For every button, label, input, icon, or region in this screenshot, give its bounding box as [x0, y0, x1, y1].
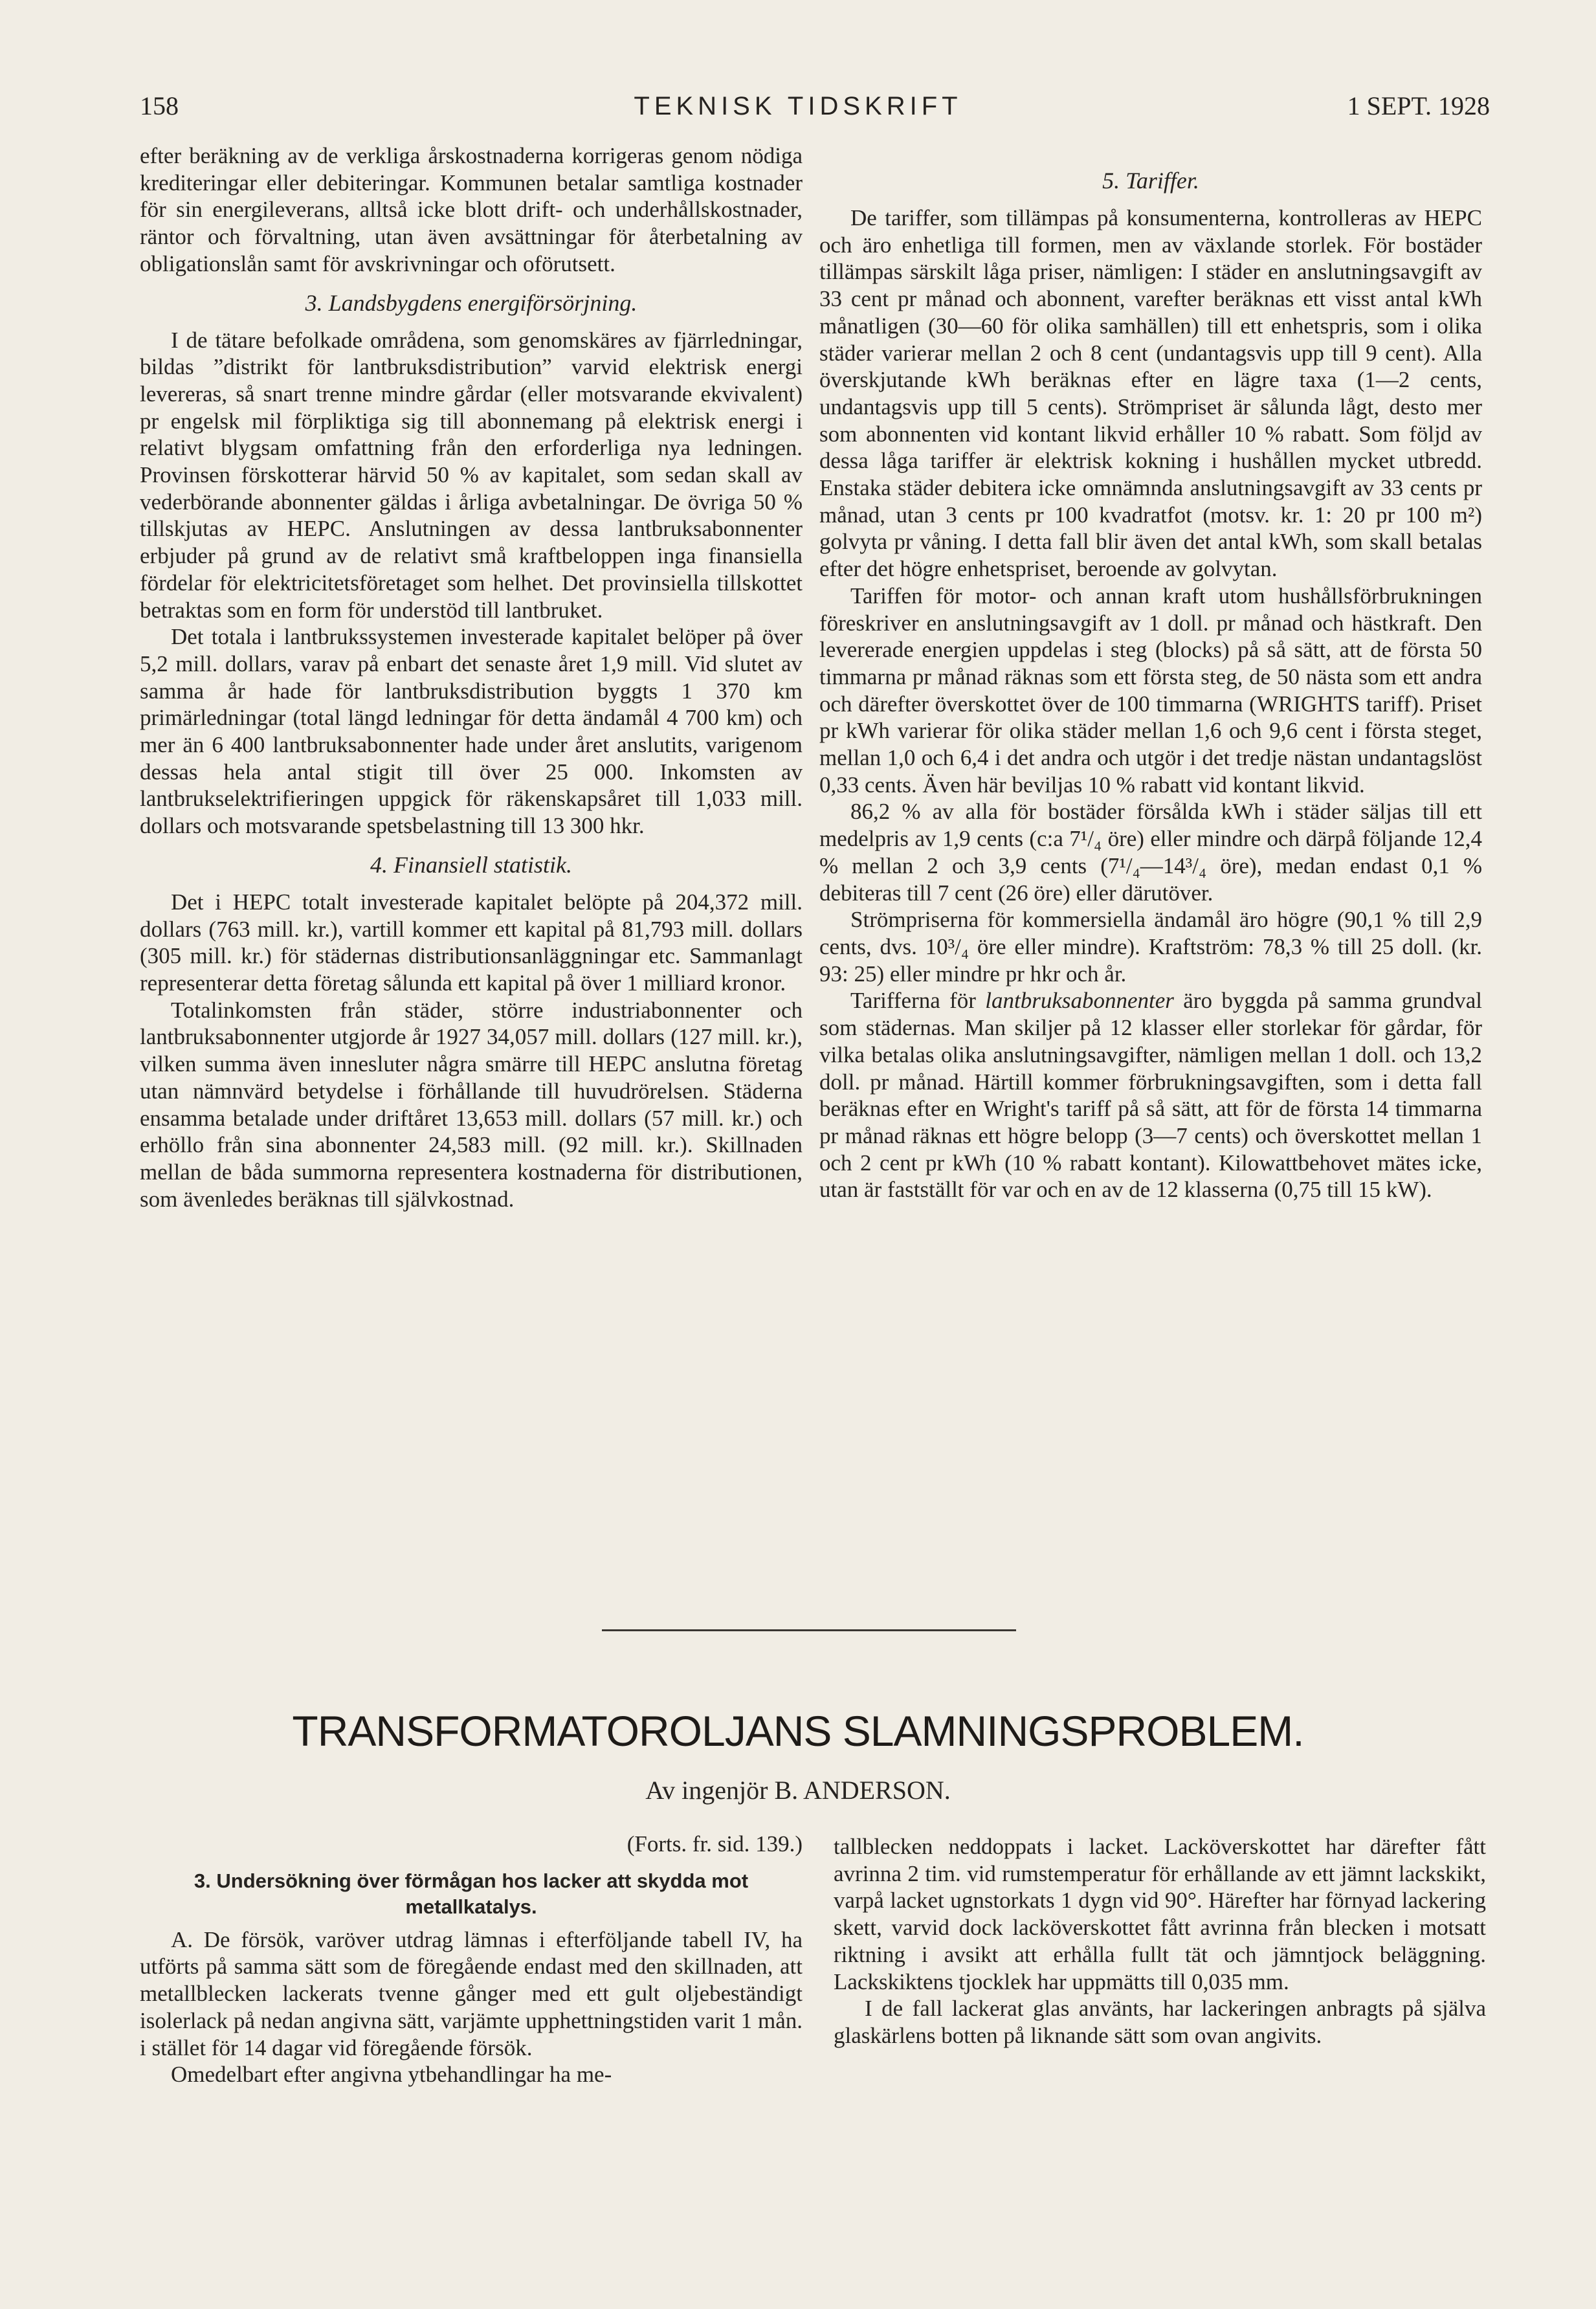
right-column — [819, 167, 1482, 1203]
text-run: Tarifferna för — [850, 988, 986, 1014]
subsection-heading: 3. Undersökning över förmågan hos lacker att skydda mot metallkatalys. — [194, 1869, 749, 1918]
section-heading: 3. Landsbygdens energiförsörjning. — [305, 289, 637, 316]
paragraph: I de fall lackerat glas använts, har lackeringen anbragts på själva glaskärlens botten på liknande sätt som ovan angivits. — [834, 1996, 1486, 2048]
article-right-column — [834, 1833, 1486, 2049]
article-title: TRANSFORMATOROLJANS SLAMNINGSPROBLEM. — [292, 1707, 1304, 1755]
paragraph: 86,2 % av alla för bostäder försålda kWh i städer säljas till ett medelpris av 1,9 cents (c:a 7¹/₄ öre) eller mindre och därpå följande 12,4 % mellan 2 och 3,9 cents (7¹/₄—14³/₄ öre), medan endast 0,1 % debiteras till 7 cent (26 öre) eller därutöver. — [819, 799, 1482, 906]
article-byline: Av ingenjör B. ANDERSON. — [645, 1776, 951, 1805]
paragraph: tallblecken neddoppats i lacket. Lacköverskottet har därefter fått avrinna 2 tim. vid rumstemperatur för erhållande av ett jämnt lackskikt, varpå lacket ugnstorkats 1 dygn vid 90°. Härefter har förnyad lackering skett, varvid dock lacköverskottet fått avrinna från blecken i motsatt riktning i avsikt att erhålla fullt tät och jämntjock beläggning. Lackskiktens tjocklek har uppmätts till 0,035 mm. — [834, 1834, 1486, 1994]
paragraph: efter beräkning av de verkliga årskostnaderna korrigeras genom nödiga krediteringar eller debiteringar. Kommunen betalar samtliga kostnader för sin energileverans, alltså icke blott drift- och underhållskostnader, räntor och förvaltning, utan även avsättningar för återbetalning av obligationslån samt för avskrivningar och oförutsett. — [140, 143, 803, 276]
left-column — [140, 142, 803, 1212]
page-number: 158 — [140, 91, 179, 120]
paragraph: Omedelbart efter angivna ytbehandlingar ha me- — [171, 2062, 612, 2088]
paragraph: I de tätare befolkade områdena, som genomskäres av fjärrledningar, bildas ”distrikt för lantbruksdistribution” varvid elektrisk energi levereras, så snart trenne mindre gårdar (eller motsvarande ekvivalent) pr engelsk mil förpliktiga sig till abonnemang på elektrisk energi i relativt blygsam omfattning från den erforderliga nya ledningen. Provinsen förskotterar härvid 50 % av kapitalet, som sedan skall av vederbörande abonnenter gäldas i årliga avbetalningar. De övriga 50 % tillskjutas av HEPC. Anslutningen av dessa lantbruksabonnenter erbjuder på grund av de relativt små kraftbeloppen inga finansiella fördelar för elektricitetsföretaget som helhet. Det provinsiella tillskottet betraktas som en form för understöd till lantbruket. — [140, 327, 803, 623]
paragraph — [819, 987, 1482, 1203]
continued-note: (Forts. fr. sid. 139.) — [626, 1831, 803, 1857]
paragraph: Strömpriserna för kommersiella ändamål äro högre (90,1 % till 2,9 cents, dvs. 10³/₄ öre eller mindre). Kraftström: 78,3 % till 25 doll. (kr. 93: 25) eller mindre pr hkr och år. — [819, 907, 1482, 987]
paragraph: Det i HEPC totalt investerade kapitalet belöpte på 204,372 mill. dollars (763 mill. kr.), vartill kommer ett kapital på 81,793 mill. dollars (305 mill. kr.) för städernas distributionsanläggningar etc. Sammanlagt representerar detta företag sålunda ett kapital på över 1 milliard kronor. — [140, 889, 803, 996]
paragraph: A. De försök, varöver utdrag lämnas i efterföljande tabell IV, ha utförts på samma sätt som de föregående endast med den skillnaden, att metallblecken lackerats tvenne gånger med ett gult oljebeständigt isolerlack på nedan angivna sätt, varjämte upphettningstiden varit 1 mån. i stället för 14 dagar vid föregående försök. — [140, 1926, 803, 2060]
issue-date: 1 SEPT. 1928 — [1347, 91, 1490, 120]
text-run: äro byggda på samma grundval som städernas. Man skiljer på 12 klasser eller storlekar för gårdar, för vilka betalas olika anslutningsavgifter, nämligen mellan 1 doll. och 13,2 doll. pr månad. Härtill kommer förbrukningsavgiften, som i detta fall beräknas efter en Wright's tariff på så sätt, att för de första 14 timmarna pr månad räknas ett högre belopp (3—7 cents) och överskottet mellan 1 och 2 cent pr kWh (10 % rabatt kontant). Kilowattbehovet mätes icke, utan är fastställt för var och en av de 12 klasserna (0,75 till 15 kW). — [819, 988, 1482, 1203]
section-heading: 4. Finansiell statistik. — [370, 851, 572, 878]
paragraph: Totalinkomsten från städer, större industriabonnenter och lantbruksabonnenter utgjorde år 1927 34,057 mill. dollars (127 mill. kr.), vilken summa även innesluter några smärre till HEPC anslutna företag utan nämnvärd betydelse i förhållande till huvudrörelsen. Städerna ensamma betalade under driftåret 13,653 mill. dollars (57 mill. kr.) och erhöllo från sina abonnenter 24,583 mill. (92 mill. kr.). Skillnaden mellan de båda summorna representera kostnaderna för distributionen, som ävenledes beräknas till självkostnad. — [140, 997, 803, 1212]
paragraph: De tariffer, som tillämpas på konsumenterna, kontrolleras av HEPC och äro enhetliga till formen, men av växlande storlek. För bostäder tillämpas särskilt låga priser, nämligen: I städer en anslutningsavgift av 33 cent pr månad och abonnent, varefter beräknas ett visst antal kWh månatligen (30—60 för olika samhällen) till ett enhetspris, som i olika städer varierar mellan 2 och 8 cent (undantagsvis upp till 9 cent). Alla överskjutande kWh beräknas efter en lägre taxa (1—2 cents, undantagsvis upp till 5 cents). Strömpriset är sålunda lågt, desto mer som abonnenten vid kontant likvid erhåller 10 % rabatt. Som följd av dessa låga tariffer är elektrisk kokning i hushållen mycket utbredd. Enstaka städer debitera icke omnämnda anslutningsavgift av 33 cents pr månad, utan 3 cents pr 100 kvadratfot (motsv. kr. 1: 20 pr 100 m²) golvyta pr våning. I detta fall blir även det antal kWh, som skall betalas efter det högre enhetspriset, beroende av golvytan. — [819, 205, 1482, 582]
paragraph: Det totala i lantbrukssystemen investerade kapitalet belöper på över 5,2 mill. dollars, varav på enbart det senaste året 1,9 mill. Vid slutet av samma år hade för lantbruksdistribution byggts 1 370 km primärledningar (total längd ledningar för detta ändamål 4 700 km) och mer än 6 400 lantbruksabonnenter hade under året anslutits, varigenom dessas hela antal stigit till över 25 000. Inkomsten av lantbrukselektrifieringen uppgick för räkenskapsåret till 1,033 mill. dollars och motsvarande spetsbelastning till 13 300 hkr. — [140, 624, 803, 839]
emphasis: lantbruksabonnenter — [985, 988, 1174, 1014]
article-left-column — [140, 1831, 803, 2088]
section-heading: 5. Tariffer. — [1102, 168, 1199, 194]
paragraph: Tariffen för motor- och annan kraft utom hushållsförbrukningen föreskriver en anslutningsavgift av 1 doll. pr månad och hästkraft. Den levererade energien uppdelas i steg (blocks) på så sätt, att de första 50 timmarna pr månad räknas som ett första steg, de 50 nästa som ett andra och därefter överskottet över de 100 timmarna (WRIGHTS tariff). Priset pr kWh varierar för olika städer mellan 1,6 och 9,6 cent i första steget, mellan 1,0 och 6,4 i det andra och utgör i det tredje nästan undantagslöst 0,33 cents. Även här beviljas 10 % rabatt vid kontant likvid. — [819, 583, 1482, 798]
journal-title: TEKNISK TIDSKRIFT — [634, 92, 962, 120]
section-divider — [602, 1629, 1016, 1631]
